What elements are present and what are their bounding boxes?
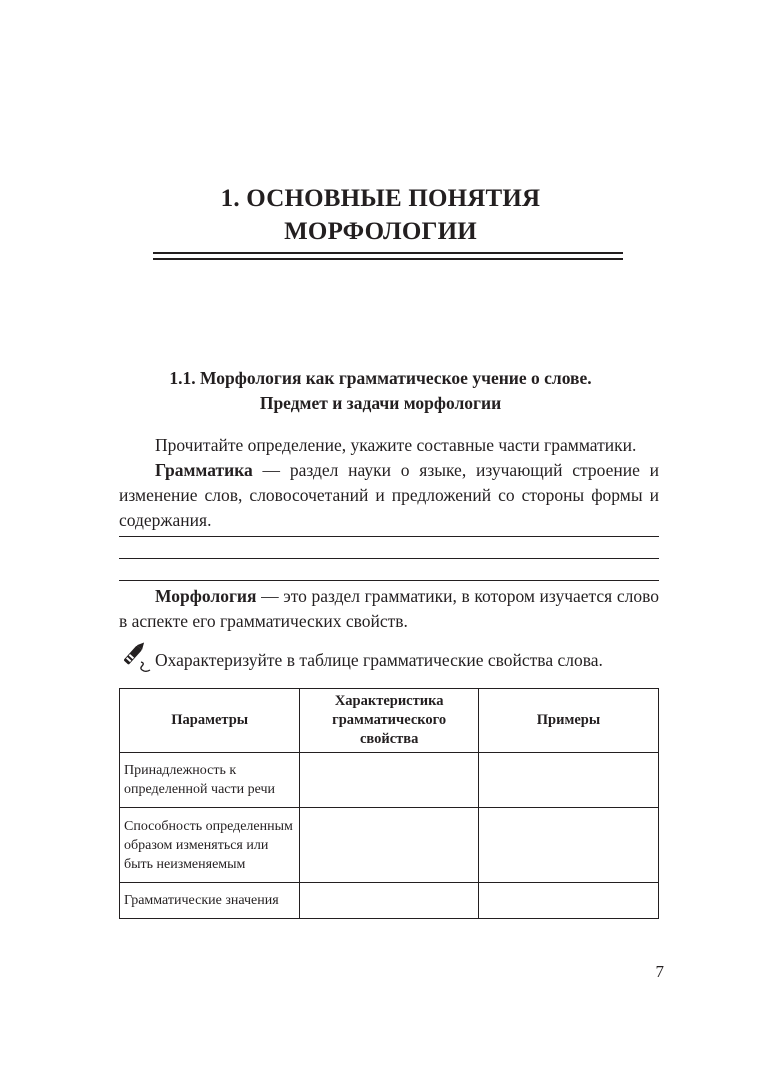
chapter-title	[0, 182, 761, 248]
characteristic-cell[interactable]	[300, 883, 479, 919]
header-examples: Примеры	[478, 689, 658, 753]
task	[119, 648, 679, 678]
table-row	[120, 808, 659, 883]
parameter-cell: Грамматические значения	[120, 883, 300, 919]
title-rule-top	[153, 252, 623, 254]
table-row	[120, 753, 659, 808]
morphology-definition-text: — это раздел грамматики, в котором изучается слово в аспекте его грамматических свойств.	[119, 586, 659, 631]
characteristic-cell[interactable]	[300, 808, 479, 883]
examples-cell[interactable]	[478, 753, 658, 808]
page-number: 7	[655, 962, 664, 981]
section-title	[0, 366, 761, 416]
examples-cell[interactable]	[478, 883, 658, 919]
chapter-title-line-2: МОРФОЛОГИИ	[284, 218, 477, 245]
morphology-definition	[119, 584, 659, 634]
parameter-cell: Принадлежность к определенной части речи	[120, 753, 300, 808]
characteristic-cell[interactable]	[300, 753, 479, 808]
answer-line[interactable]	[119, 558, 659, 559]
answer-line[interactable]	[119, 536, 659, 537]
properties-table	[119, 688, 659, 919]
grammar-definition	[119, 458, 659, 533]
header-characteristic: Характеристика грамматического свойства	[300, 689, 479, 753]
table-header-row	[120, 689, 659, 753]
morphology-term: Морфология	[155, 586, 257, 606]
header-parameters: Параметры	[120, 689, 300, 753]
grammar-definition-text: — раздел науки о языке, изучающий строение и изменение слов, словосочетаний и предложений со стороны формы и содержания.	[119, 460, 659, 530]
task-text: Охарактеризуйте в таблице грамматические свойства слова.	[155, 650, 603, 670]
grammar-term: Грамматика	[155, 460, 253, 480]
section-title-line-2: Предмет и задачи морфологии	[259, 393, 502, 413]
section-title-line-1: 1.1. Морфология как грамматическое учение о слове.	[169, 368, 592, 388]
instruction-paragraph: Прочитайте определение, укажите составные части грамматики.	[155, 435, 637, 455]
table-row	[120, 883, 659, 919]
answer-line[interactable]	[119, 580, 659, 581]
pen-writing-icon	[119, 640, 153, 674]
chapter-title-line-1: 1. ОСНОВНЫЕ ПОНЯТИЯ	[220, 185, 541, 212]
parameter-cell: Способность определенным образом изменяться или быть неизменяемым	[120, 808, 300, 883]
title-rule-bottom	[153, 258, 623, 260]
examples-cell[interactable]	[478, 808, 658, 883]
